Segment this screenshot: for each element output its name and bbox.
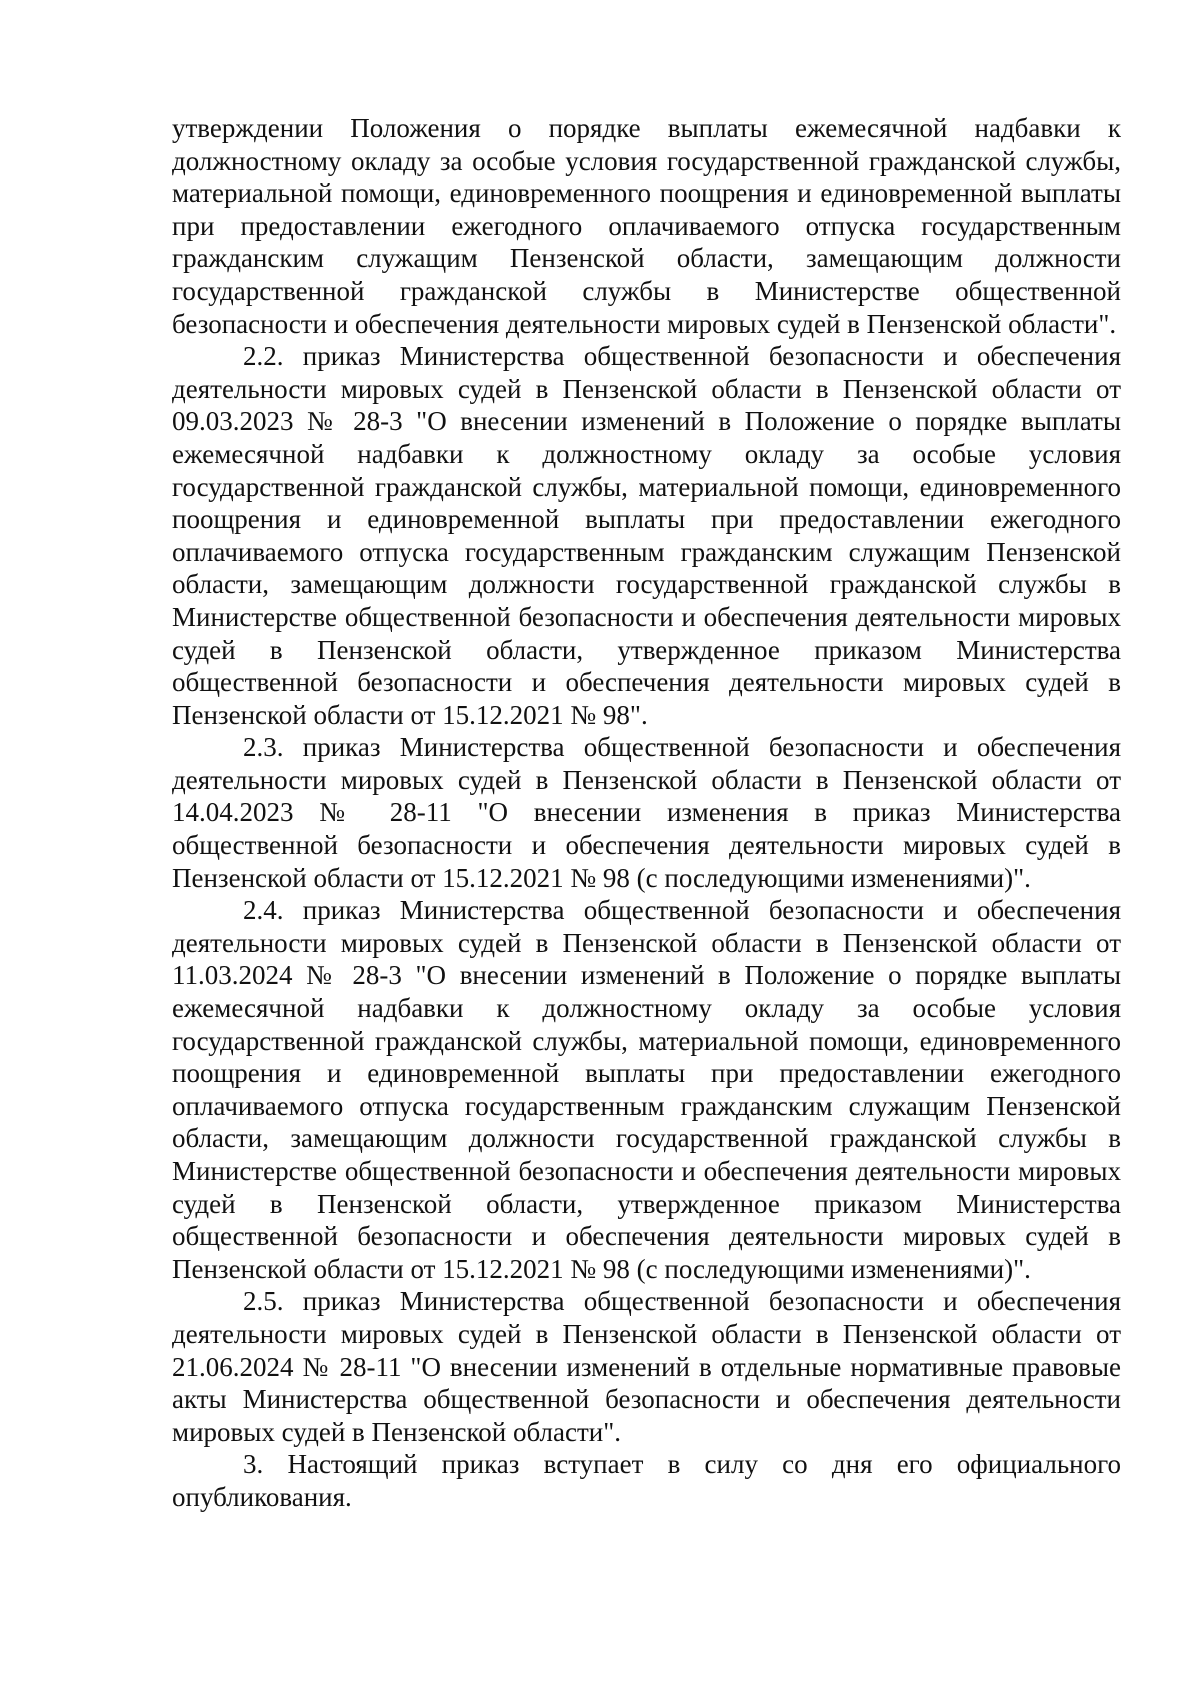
paragraph-2-3: 2.3. приказ Министерства общественной безопасности и обеспечения деятельности мировых судей в Пензенской области в Пензенской области от 14.04.2023 № 28-11 "О внесении изменения в приказ Министерства общественной безопасности и обеспечения деятельности мировых судей в Пензенской области от 15.12.2021 № 98 (с последующими изменениями)".: [172, 732, 1121, 893]
document-body: [172, 112, 1121, 1514]
paragraph-3: 3. Настоящий приказ вступает в силу со дня его официального опубликования.: [172, 1449, 1121, 1512]
paragraph-continuation: утверждении Положения о порядке выплаты ежемесячной надбавки к должностному окладу за особые условия государственной гражданской службы, материальной помощи, единовременного поощрения и единовременной выплаты при предоставлении ежегодного оплачиваемого отпуска государственным гражданским служащим Пензенской области, замещающим должности государственной гражданской службы в Министерстве общественной безопасности и обеспечения деятельности мировых судей в Пензенской области".: [172, 113, 1121, 339]
paragraph-2-2: 2.2. приказ Министерства общественной безопасности и обеспечения деятельности мировых судей в Пензенской области в Пензенской области от 09.03.2023 № 28-3 "О внесении изменений в Положение о порядке выплаты ежемесячной надбавки к должностному окладу за особые условия государственной гражданской службы, материальной помощи, единовременного поощрения и единовременной выплаты при предоставлении ежегодного оплачиваемого отпуска государственным гражданским служащим Пензенской области, замещающим должности государственной гражданской службы в Министерстве общественной безопасности и обеспечения деятельности мировых судей в Пензенской области, утвержденное приказом Министерства общественной безопасности и обеспечения деятельности мировых судей в Пензенской области от 15.12.2021 № 98".: [172, 341, 1121, 730]
paragraph-2-4: 2.4. приказ Министерства общественной безопасности и обеспечения деятельности мировых судей в Пензенской области в Пензенской области от 11.03.2024 № 28-3 "О внесении изменений в Положение о порядке выплаты ежемесячной надбавки к должностному окладу за особые условия государственной гражданской службы, материальной помощи, единовременного поощрения и единовременной выплаты при предоставлении ежегодного оплачиваемого отпуска государственным гражданским служащим Пензенской области, замещающим должности государственной гражданской службы в Министерстве общественной безопасности и обеспечения деятельности мировых судей в Пензенской области, утвержденное приказом Министерства общественной безопасности и обеспечения деятельности мировых судей в Пензенской области от 15.12.2021 № 98 (с последующими изменениями)".: [172, 895, 1121, 1284]
paragraph-2-5: 2.5. приказ Министерства общественной безопасности и обеспечения деятельности мировых судей в Пензенской области в Пензенской области от 21.06.2024 № 28-11 "О внесении изменений в отдельные нормативные правовые акты Министерства общественной безопасности и обеспечения деятельности мировых судей в Пензенской области".: [172, 1286, 1121, 1447]
